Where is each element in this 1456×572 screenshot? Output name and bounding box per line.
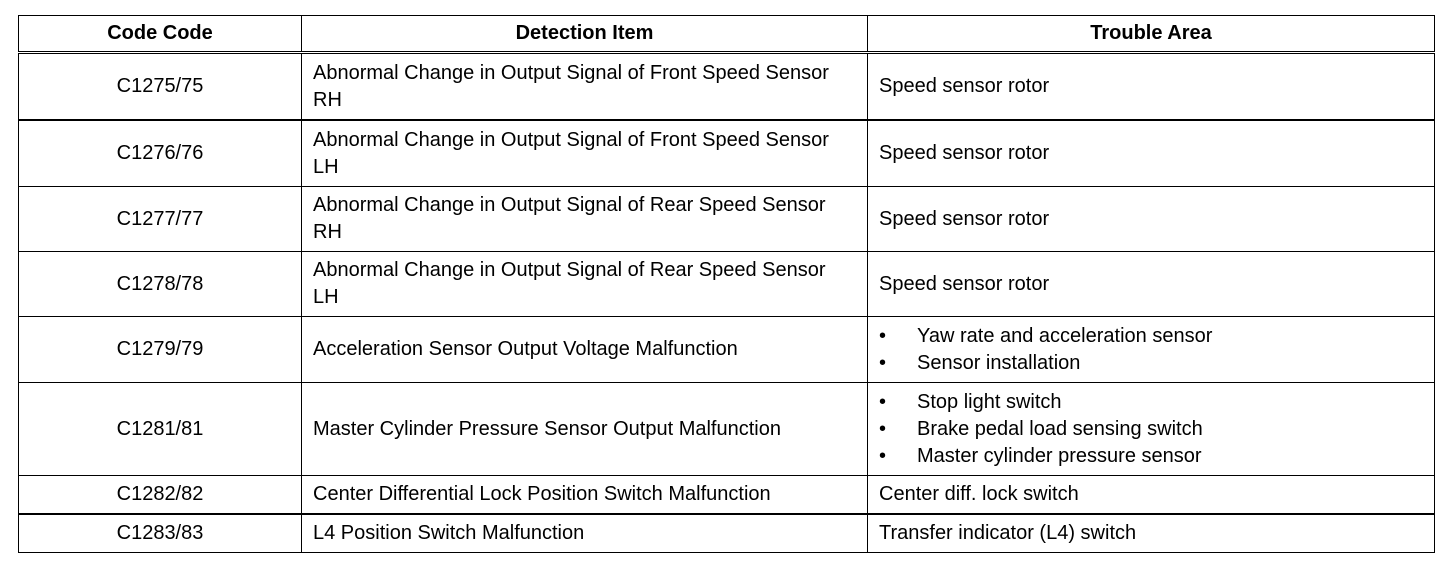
detection-cell: Abnormal Change in Output Signal of Rear Speed Sensor RH xyxy=(302,187,868,252)
dtc-table xyxy=(18,15,1435,553)
list-item: • Sensor installation xyxy=(879,350,1423,377)
code-cell: C1283/83 xyxy=(19,514,302,553)
table-row xyxy=(19,187,1435,252)
table-row xyxy=(19,514,1435,553)
detection-cell: Master Cylinder Pressure Sensor Output Malfunction xyxy=(302,383,868,476)
list-item: • Yaw rate and acceleration sensor xyxy=(879,323,1423,350)
table-row xyxy=(19,53,1435,121)
table-row xyxy=(19,476,1435,515)
trouble-cell: Speed sensor rotor xyxy=(868,252,1435,317)
list-item: • Master cylinder pressure sensor xyxy=(879,443,1423,470)
header-detection-item: Detection Item xyxy=(302,16,868,53)
trouble-cell: Speed sensor rotor xyxy=(868,187,1435,252)
detection-cell: L4 Position Switch Malfunction xyxy=(302,514,868,553)
trouble-cell xyxy=(868,317,1435,383)
table-row xyxy=(19,120,1435,187)
trouble-list xyxy=(879,389,1423,470)
detection-cell: Center Differential Lock Position Switch Malfunction xyxy=(302,476,868,515)
trouble-cell: Transfer indicator (L4) switch xyxy=(868,514,1435,553)
list-item: • Brake pedal load sensing switch xyxy=(879,416,1423,443)
detection-cell: Abnormal Change in Output Signal of Front Speed Sensor LH xyxy=(302,120,868,187)
detection-cell: Abnormal Change in Output Signal of Rear Speed Sensor LH xyxy=(302,252,868,317)
code-cell: C1279/79 xyxy=(19,317,302,383)
header-trouble-area: Trouble Area xyxy=(868,16,1435,53)
trouble-cell: Speed sensor rotor xyxy=(868,53,1435,121)
trouble-cell: Center diff. lock switch xyxy=(868,476,1435,515)
code-cell: C1275/75 xyxy=(19,53,302,121)
table-row xyxy=(19,252,1435,317)
trouble-list xyxy=(879,323,1423,377)
detection-cell: Abnormal Change in Output Signal of Front Speed Sensor RH xyxy=(302,53,868,121)
code-cell: C1282/82 xyxy=(19,476,302,515)
header-row xyxy=(19,16,1435,53)
list-item: • Stop light switch xyxy=(879,389,1423,416)
table-row xyxy=(19,317,1435,383)
code-cell: C1278/78 xyxy=(19,252,302,317)
code-cell: C1281/81 xyxy=(19,383,302,476)
table-row xyxy=(19,383,1435,476)
code-cell: C1276/76 xyxy=(19,120,302,187)
trouble-cell xyxy=(868,383,1435,476)
trouble-cell: Speed sensor rotor xyxy=(868,120,1435,187)
header-code: Code Code xyxy=(19,16,302,53)
detection-cell: Acceleration Sensor Output Voltage Malfunction xyxy=(302,317,868,383)
code-cell: C1277/77 xyxy=(19,187,302,252)
